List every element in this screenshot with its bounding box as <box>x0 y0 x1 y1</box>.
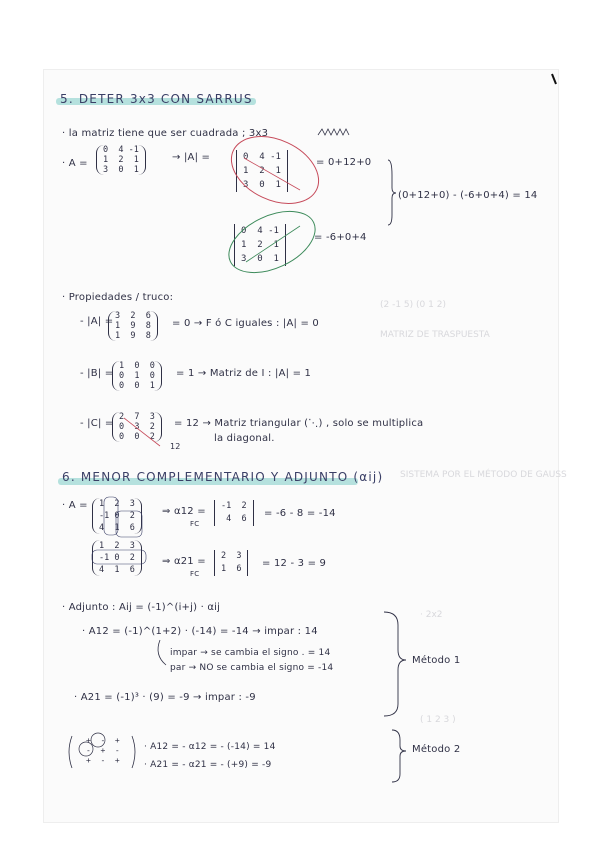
alpha12-label: ⇒ α12 = <box>162 506 206 517</box>
a21-computation: · A21 = (-1)³ · (9) = -9 → impar : -9 <box>74 692 256 703</box>
properties-title: · Propiedades / truco: <box>62 292 174 303</box>
method-2-brace <box>392 730 406 782</box>
method-2-a21: · A21 = - α21 = - (+9) = -9 <box>144 760 272 770</box>
method-2-a12: · A12 = - α12 = - (-14) = 14 <box>144 742 276 752</box>
prop-c-label: - |C| = <box>80 418 114 429</box>
method-2-label: Método 2 <box>412 744 461 755</box>
prop-c-result: = 12 → Matriz triangular (⋱) , solo se multiplica <box>174 418 424 429</box>
adjunto-definition: · Adjunto : Aij = (-1)^(i+j) · αij <box>62 602 221 613</box>
a12-computation: · A12 = (-1)^(1+2) · (-14) = -14 → impar : 14 <box>82 626 318 637</box>
red-diagonal-arrow <box>244 158 300 190</box>
matrix-a6-label: · A = <box>62 500 88 511</box>
method-1-brace <box>384 612 406 716</box>
prop-c-result-2: la diagonal. <box>214 433 275 444</box>
prop-b-matrix: 1 0 0 0 1 0 0 0 1 <box>112 361 162 391</box>
matrix-a6: 1 2 3 -1 0 2 4 1 6 <box>92 498 142 534</box>
par-rule: par → NO se cambia el signo = -14 <box>170 663 334 673</box>
result-brace <box>388 160 396 225</box>
matrix-a: 0 4 -1 1 2 1 3 0 1 <box>96 145 146 175</box>
impar-rule: impar → se cambia el signo . = 14 <box>170 648 331 658</box>
prop-b-result: = 1 → Matriz de I : |A| = 1 <box>176 368 312 379</box>
highlight-box <box>116 511 142 537</box>
alpha12-value: = -6 - 8 = -14 <box>264 508 336 519</box>
sarrus-sum-1: = 0+12+0 <box>316 157 372 168</box>
alpha12-minor: -1 2 4 6 <box>214 500 254 526</box>
rule-hook <box>158 640 166 665</box>
section-5-title: 5. DETER 3x3 CON SARRUS <box>60 92 253 106</box>
sign-circle <box>91 733 105 747</box>
sign-matrix-bracket <box>69 736 135 768</box>
ghost-text: SISTEMA POR EL MÉTODO DE GAUSS <box>400 470 567 480</box>
alpha21-value: = 12 - 3 = 9 <box>262 558 327 569</box>
ghost-text: ( 1 2 3 ) <box>420 715 456 725</box>
green-diagonal-arrow <box>246 226 300 262</box>
square-matrix-note: · la matriz tiene que ser cuadrada ; 3x3 <box>62 128 269 139</box>
ghost-text: MATRIZ DE TRASPUESTA <box>380 330 490 340</box>
alpha12-subscript: FC <box>190 520 200 528</box>
diagonal-arrow <box>124 418 160 446</box>
section-6-title: 6. MENOR COMPLEMENTARIO Y ADJUNTO (αij) <box>62 470 384 484</box>
sign-circle <box>79 742 93 756</box>
prop-c-product: 12 <box>170 442 181 451</box>
alpha21-subscript: FC <box>190 570 200 578</box>
matrix-a6-copy: 1 2 3 -1 0 2 4 1 6 <box>92 540 142 576</box>
corner-mark <box>552 74 556 84</box>
sarrus-matrix-2: 0 4 -1 1 2 1 3 0 1 <box>234 224 286 266</box>
prop-a-result: = 0 → F ó C iguales : |A| = 0 <box>172 318 319 329</box>
sarrus-matrix-1: 0 4 -1 1 2 1 3 0 1 <box>236 150 288 192</box>
ghost-text: · 2x2 <box>420 610 443 620</box>
sarrus-red-ellipse <box>221 123 330 216</box>
scribble-mark <box>318 129 349 135</box>
prop-b-label: - |B| = <box>80 368 114 379</box>
det-arrow: → |A| = <box>172 152 211 163</box>
matrix-a-label: · A = <box>62 158 88 169</box>
method-1-label: Método 1 <box>412 655 461 666</box>
sarrus-result: (0+12+0) - (-6+0+4) = 14 <box>398 190 538 201</box>
prop-a-label: - |A| = <box>80 316 114 327</box>
prop-a-matrix: 3 2 6 1 9 8 1 9 8 <box>108 311 158 341</box>
sarrus-green-ellipse <box>219 199 324 285</box>
prop-c-matrix: 2 7 3 0 3 2 0 0 2 <box>112 412 162 442</box>
sarrus-sum-2: = -6+0+4 <box>314 232 367 243</box>
highlight-box <box>92 550 146 564</box>
sign-matrix: + - + - + - + - + <box>86 736 120 765</box>
ghost-text: (2 -1 5) (0 1 2) <box>380 300 446 310</box>
alpha21-label: ⇒ α21 = <box>162 556 206 567</box>
alpha21-minor: 2 3 1 6 <box>214 550 248 576</box>
